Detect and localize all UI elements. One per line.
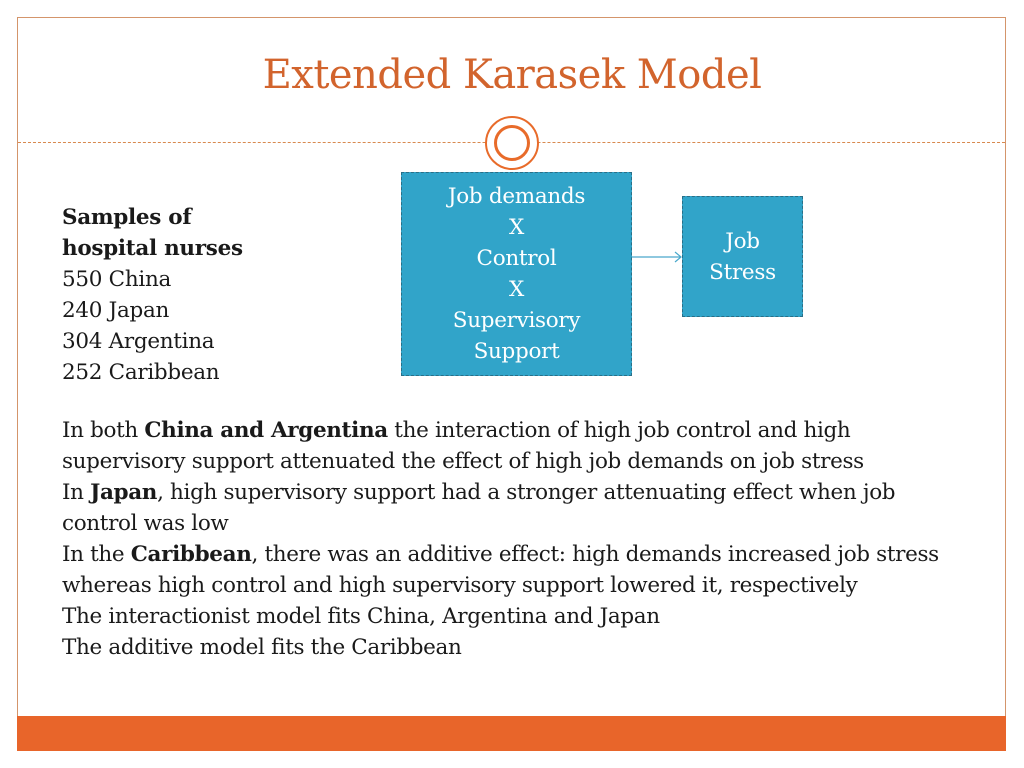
- finding-japan: [62, 477, 962, 539]
- footer-bar: [17, 716, 1006, 751]
- slide-title: Extended Karasek Model: [262, 52, 762, 98]
- samples-list: [62, 202, 243, 388]
- sample-row-caribbean: 252 Caribbean: [62, 360, 220, 385]
- finding-2-post: , high supervisory support had a stronger attenuating effect when job control was low: [62, 480, 896, 536]
- finding-interactionist: The interactionist model fits China, Argentina and Japan: [62, 604, 660, 629]
- sample-row-china: 550 China: [62, 267, 172, 292]
- finding-1-post: the interaction of high job control and high supervisory support attenuated the effect of high job demands on job stress: [62, 418, 864, 474]
- outcome-stress: Stress: [709, 259, 776, 285]
- predictors-box: [401, 172, 632, 376]
- finding-3-post: , there was an additive effect: high demands increased job stress whereas high control and high supervisory support lowered it, respectively: [62, 542, 939, 598]
- sample-row-japan: 240 Japan: [62, 298, 170, 323]
- ring-ornament-inner: [494, 125, 530, 161]
- predictor-supervisory: Supervisory: [452, 308, 581, 333]
- sample-row-argentina: 304 Argentina: [62, 329, 215, 354]
- outcome-box: [682, 196, 803, 317]
- finding-1-bold: China and Argentina: [144, 418, 388, 443]
- samples-heading-line1: Samples of: [62, 205, 192, 230]
- predictor-x-1: X: [508, 215, 524, 240]
- ring-ornament-icon: [485, 116, 539, 170]
- samples-heading-line2: hospital nurses: [62, 236, 243, 261]
- predictor-support: Support: [473, 339, 560, 364]
- finding-china-argentina: [62, 415, 962, 477]
- finding-2-bold: Japan: [90, 480, 158, 505]
- predictor-x-2: X: [508, 277, 524, 302]
- finding-2-pre: In: [62, 480, 91, 505]
- predictor-control: Control: [476, 246, 557, 271]
- finding-3-pre: In the: [62, 542, 131, 567]
- finding-caribbean: [62, 539, 962, 601]
- findings-text: [62, 415, 962, 663]
- outcome-job: Job: [725, 228, 760, 254]
- arrow-right-icon: [632, 250, 684, 264]
- predictor-job-demands: Job demands: [447, 184, 586, 209]
- finding-3-bold: Caribbean: [130, 542, 252, 567]
- finding-additive: The additive model fits the Caribbean: [62, 635, 462, 660]
- finding-1-pre: In both: [62, 418, 145, 443]
